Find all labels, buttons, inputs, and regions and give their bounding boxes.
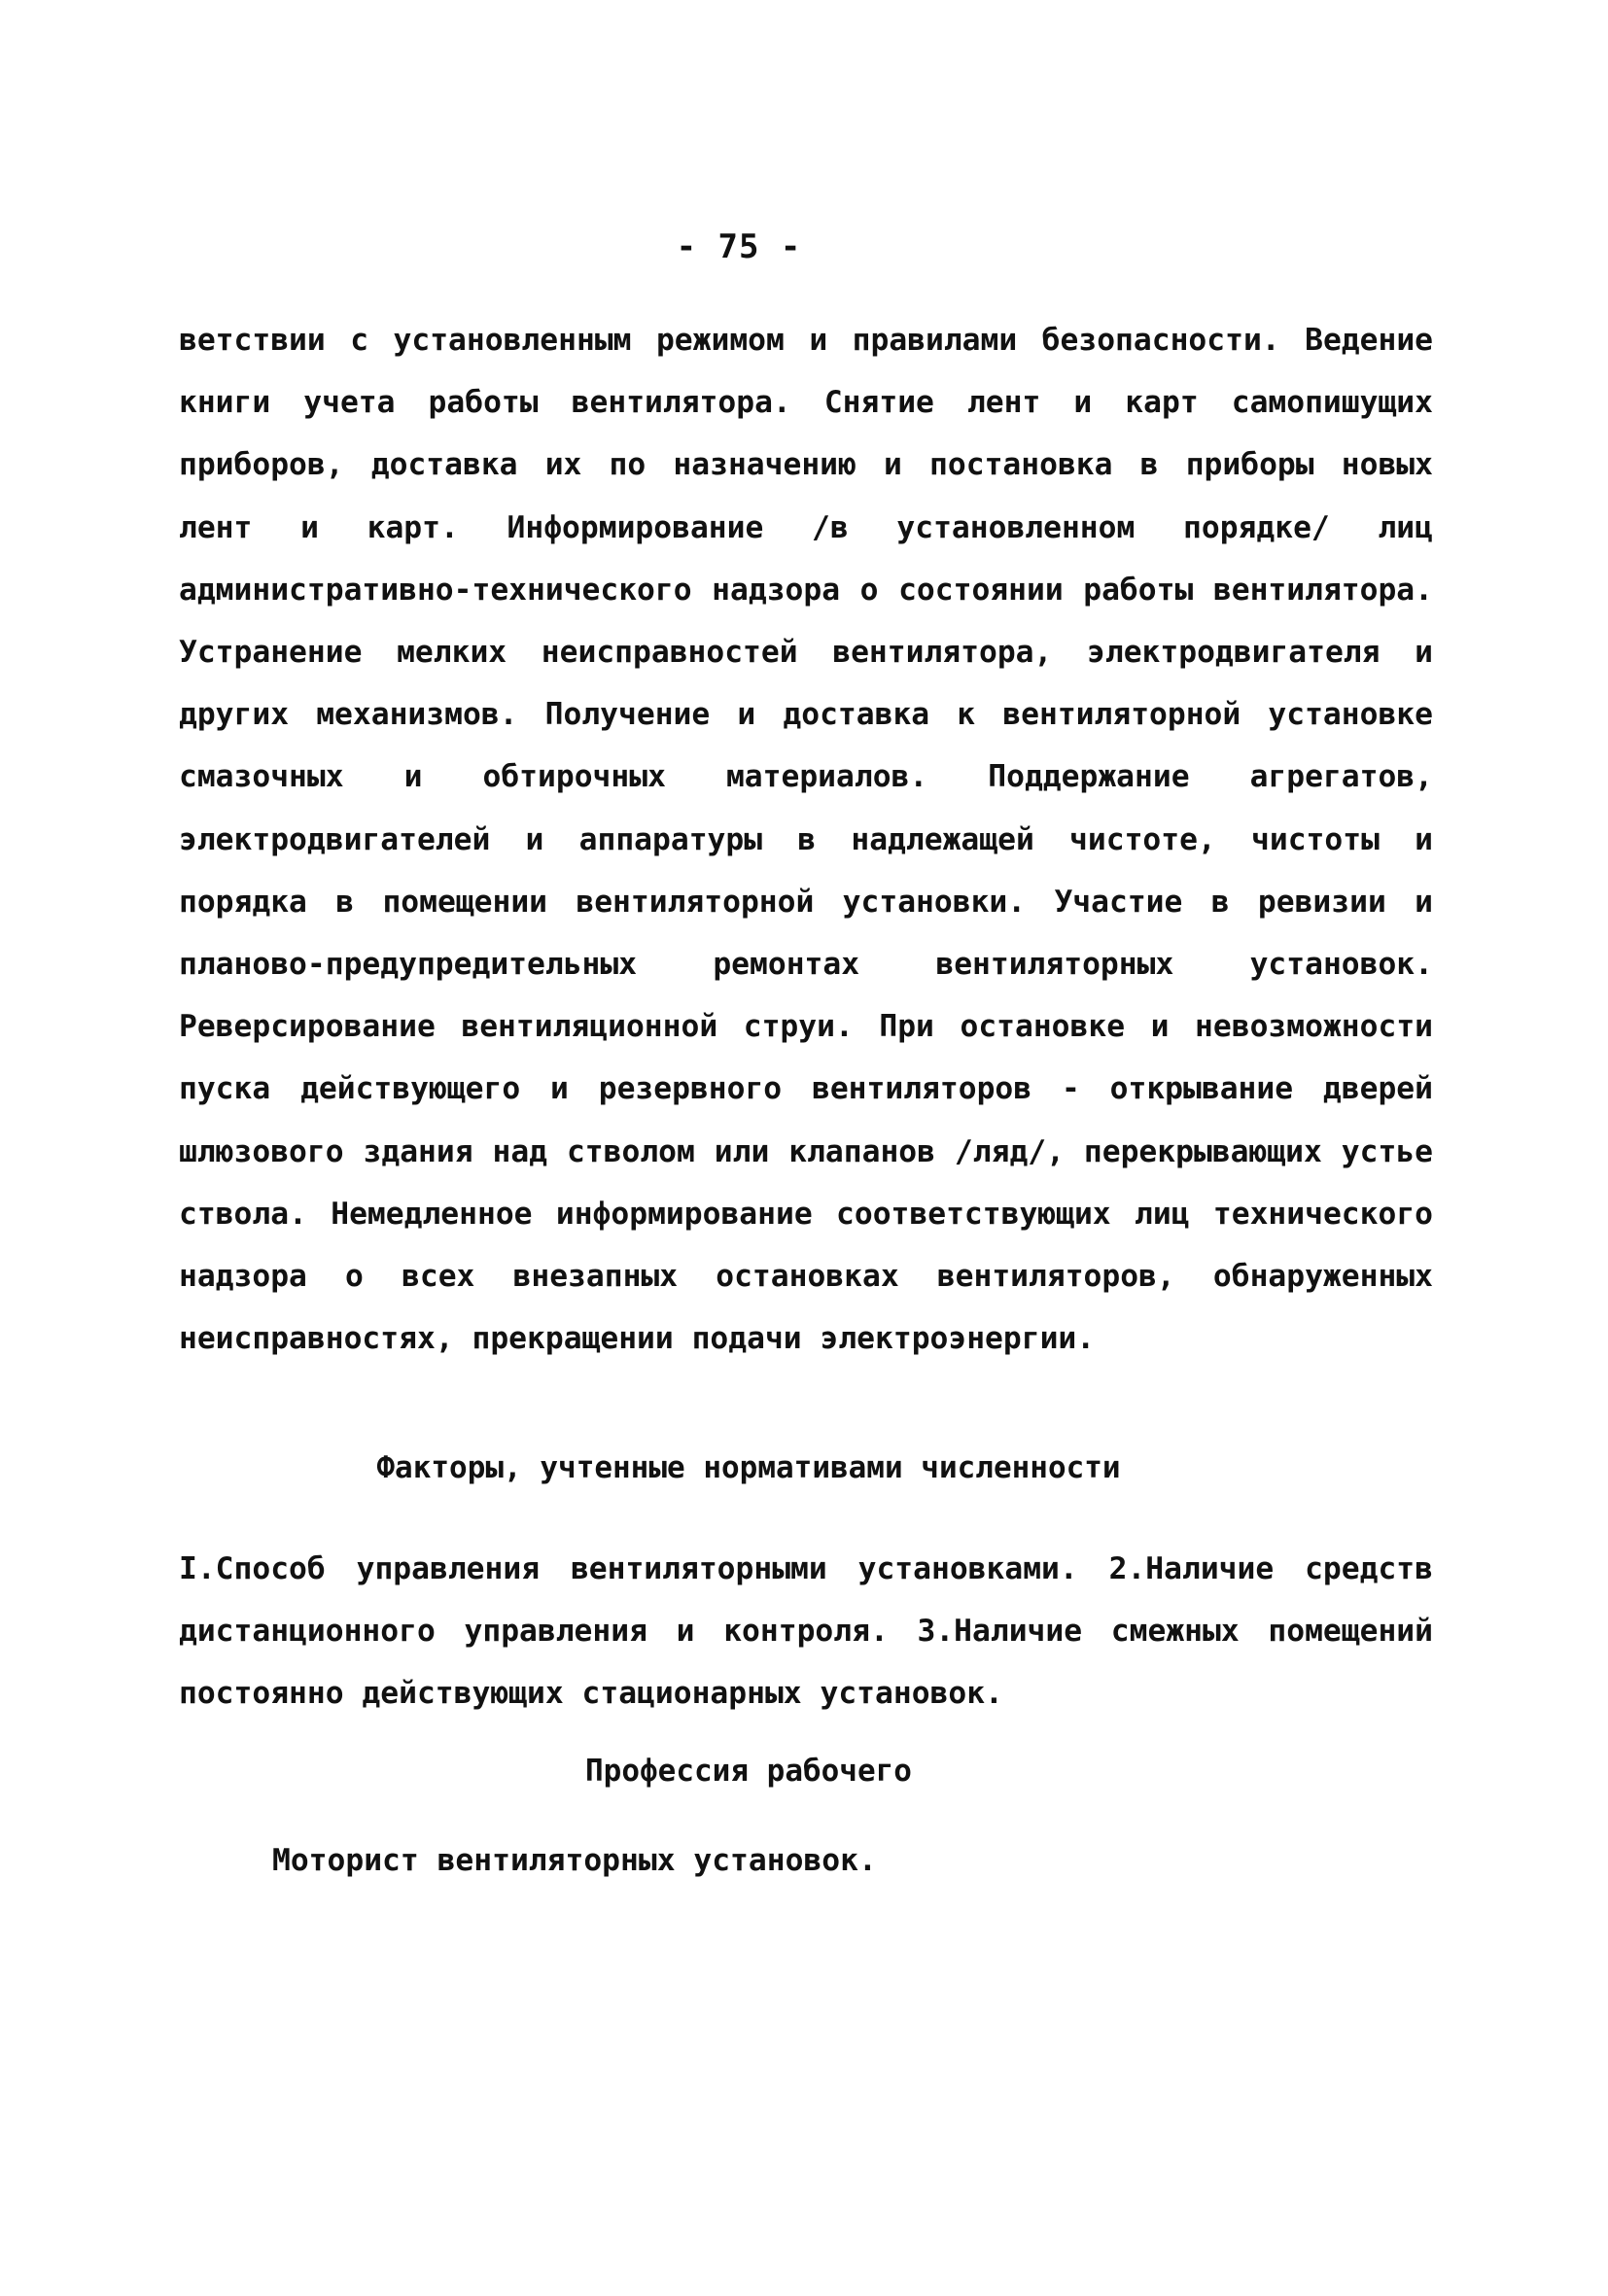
factors-heading: Факторы, учтенные нормативами численности [376, 1450, 1121, 1485]
factors-paragraph: I.Способ управления вентиляторными установками. 2.Наличие средств дистанционного управления и контроля. 3.Наличие смежных помещений постоянно действующих стационарных установок. [179, 1551, 1433, 1712]
profession-heading: Профессия рабочего [585, 1754, 912, 1789]
page-number: - 75 - [676, 227, 802, 266]
body-paragraph: ветствии с установленным режимом и правилами безопасности. Ведение книги учета работы вентилятора. Снятие лент и карт самопишущих приборов, доставка их по назначению и постановка в приборы новых лент и карт. Информирование /в установленном порядке/ лиц административно-технического надзора о состоянии работы вентилятора. Устранение мелких неисправностей вентилятора, электродвигателя и других механизмов. Получение и доставка к вентиляторной установке смазочных и обтирочных материалов. Поддержание агрегатов, электродвигателей и аппаратуры в надлежащей чистоте, чистоты и порядка в помещении вентиляторной установки. Участие в ревизии и планово-предупредительных ремонтах вентиляторных установок. Реверсирование вентиляционной струи. При остановке и невозможности пуска действующего и резервного вентиляторов - открывание дверей шлюзового здания над стволом или клапанов /ляд/, перекрывающих устье ствола. Немедленное информирование соответствующих лиц технического надзора о всех внезапных остановках вентиляторов, обнаруженных неисправностях, прекращении подачи электроэнергии. [179, 323, 1433, 1357]
profession-name: Моторист вентиляторных установок. [272, 1843, 877, 1878]
